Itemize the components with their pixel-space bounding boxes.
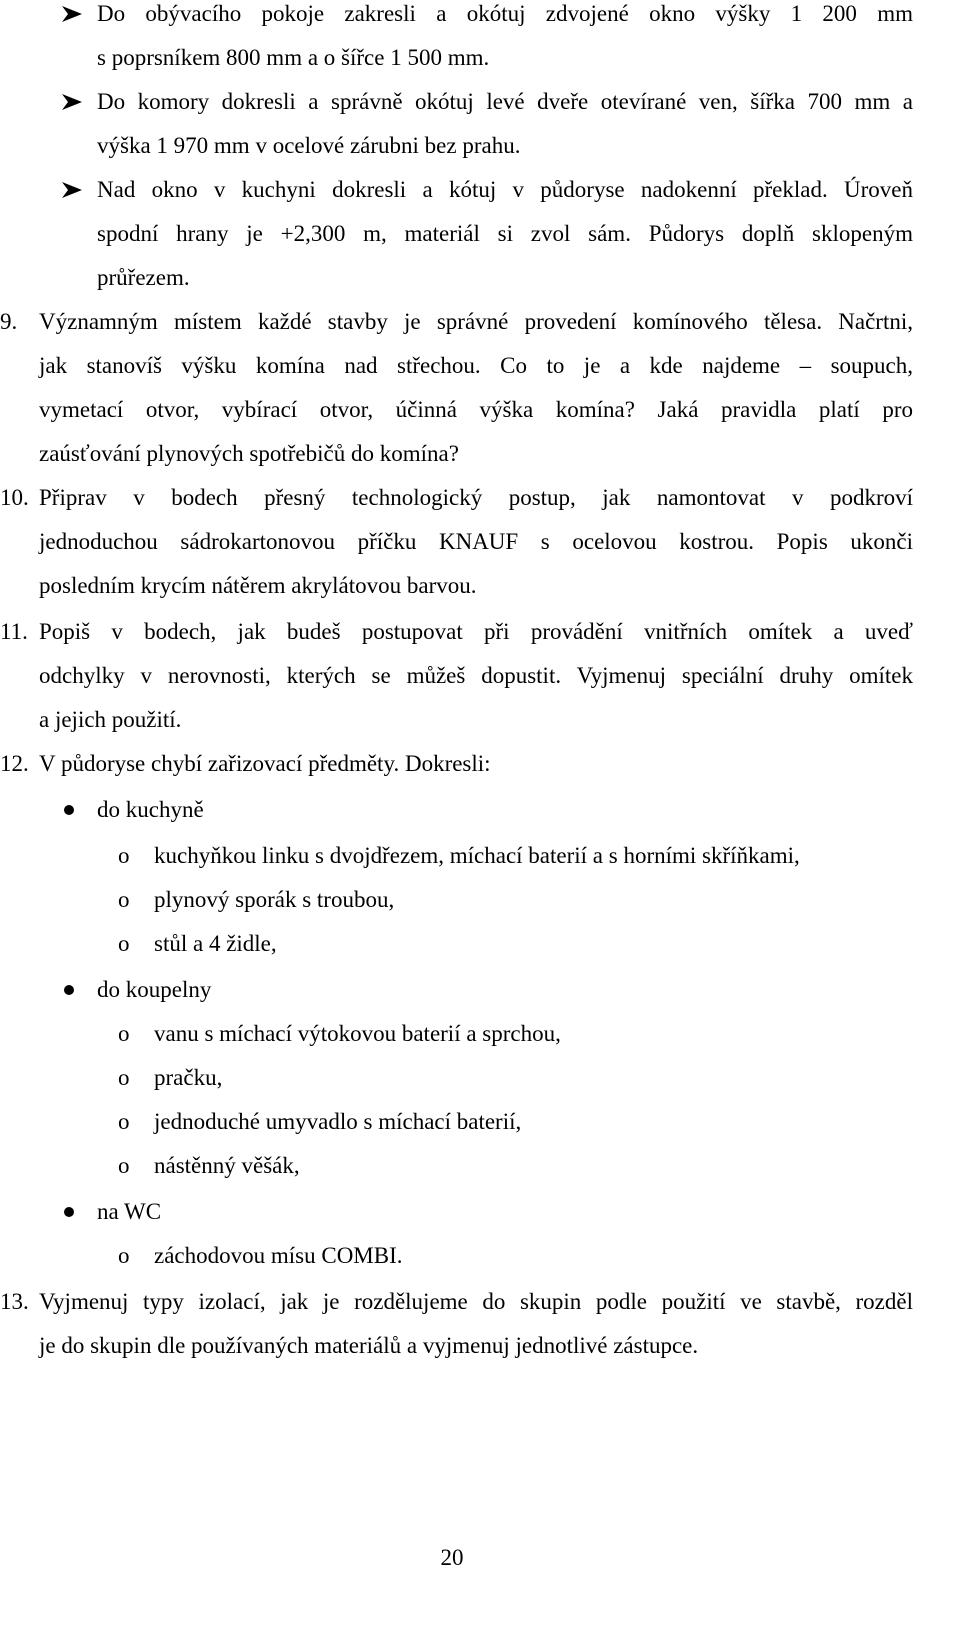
item-13-line-1: Vyjmenuj typy izolací, jak je rozdělujeme do skupin podle použití ve stavbě, rozděl [39, 1289, 913, 1314]
arrow-item-3-line-1: Nad okno v kuchyni dokresli a kótuj v půdoryse nadokenní překlad. Úroveň [97, 177, 913, 202]
arrow-item-2-line-1: Do komory dokresli a správně okótuj levé dveře otevírané ven, šířka 700 mm a [97, 89, 913, 114]
room-wc-label: na WC [97, 1199, 162, 1224]
room-kitchen-label: do kuchyně [97, 797, 204, 822]
room-bathroom-item-2: pračku, [154, 1065, 223, 1090]
sub-marker: o [118, 1243, 130, 1268]
item-11-line-1: Popiš v bodech, jak budeš postupovat při provádění vnitřních omítek a uveď [39, 619, 913, 644]
item-11-line-2: odchylky v nerovnosti, kterých se můžeš dopustit. Vyjmenuj speciální druhy omítek [39, 663, 913, 688]
room-bathroom-item-4: nástěnný věšák, [154, 1153, 300, 1178]
item-10-line-2: jednoduchou sádrokartonovou příčku KNAUF s ocelovou kostrou. Popis ukonči [39, 529, 913, 554]
item-12-number: 12. [0, 751, 29, 776]
sub-marker: o [118, 1153, 130, 1178]
item-11-number: 11. [0, 619, 28, 644]
item-13-number: 13. [0, 1289, 29, 1314]
item-9-line-3: vymetací otvor, vybírací otvor, účinná výška komína? Jaká pravidla platí pro [39, 397, 913, 422]
item-12-line-1: V půdoryse chybí zařizovací předměty. Dokresli: [39, 751, 491, 776]
sub-marker: o [118, 843, 130, 868]
item-9-number: 9. [0, 309, 18, 334]
bullet-dot-icon [64, 985, 74, 995]
arrow-item-3-line-2: spodní hrany je +2,300 m, materiál si zvol sám. Půdorys doplň sklopeným [97, 221, 913, 246]
sub-marker: o [118, 1109, 130, 1134]
sub-marker: o [118, 887, 130, 912]
item-11-line-3: a jejich použití. [39, 707, 182, 732]
room-bathroom-label: do koupelny [97, 977, 212, 1002]
item-9-line-1: Významným místem každé stavby je správné provedení komínového tělesa. Načrtni, [39, 309, 913, 334]
room-kitchen-item-2: plynový sporák s troubou, [154, 887, 395, 912]
arrow-item-3-line-3: průřezem. [97, 265, 190, 290]
item-9-line-4: zaúsťování plynových spotřebičů do komína? [39, 441, 459, 466]
arrow-item-1-line-2: s poprsníkem 800 mm a o šířce 1 500 mm. [97, 45, 490, 70]
arrow-item-1-line-1: Do obývacího pokoje zakresli a okótuj zdvojené okno výšky 1 200 mm [97, 1, 913, 26]
item-13-line-2: je do skupin dle používaných materiálů a vyjmenuj jednotlivé zástupce. [39, 1333, 699, 1358]
room-wc-item-1: záchodovou mísu COMBI. [154, 1243, 403, 1268]
sub-marker: o [118, 931, 130, 956]
room-kitchen-item-3: stůl a 4 židle, [154, 931, 277, 956]
bullet-dot-icon [64, 1207, 74, 1217]
arrow-item-2-line-2: výška 1 970 mm v ocelové zárubni bez prahu. [97, 133, 521, 158]
item-10-line-1: Připrav v bodech přesný technologický postup, jak namontovat v podkroví [39, 485, 913, 510]
sub-marker: o [118, 1065, 130, 1090]
page-number: 20 [440, 1545, 464, 1570]
arrow-bullet-icon [60, 180, 84, 200]
bullet-dot-icon [64, 805, 74, 815]
room-bathroom-item-3: jednoduché umyvadlo s míchací baterií, [154, 1109, 522, 1134]
arrow-bullet-icon [60, 92, 84, 112]
item-10-number: 10. [0, 485, 29, 510]
arrow-bullet-icon [60, 4, 84, 24]
item-9-line-2: jak stanovíš výšku komína nad střechou. Co to je a kde najdeme – soupuch, [39, 353, 913, 378]
room-kitchen-item-1: kuchyňkou linku s dvojdřezem, míchací baterií a s horními skříňkami, [154, 843, 800, 868]
room-bathroom-item-1: vanu s míchací výtokovou baterií a sprchou, [154, 1021, 561, 1046]
item-10-line-3: posledním krycím nátěrem akrylátovou barvou. [39, 573, 477, 598]
sub-marker: o [118, 1021, 130, 1046]
